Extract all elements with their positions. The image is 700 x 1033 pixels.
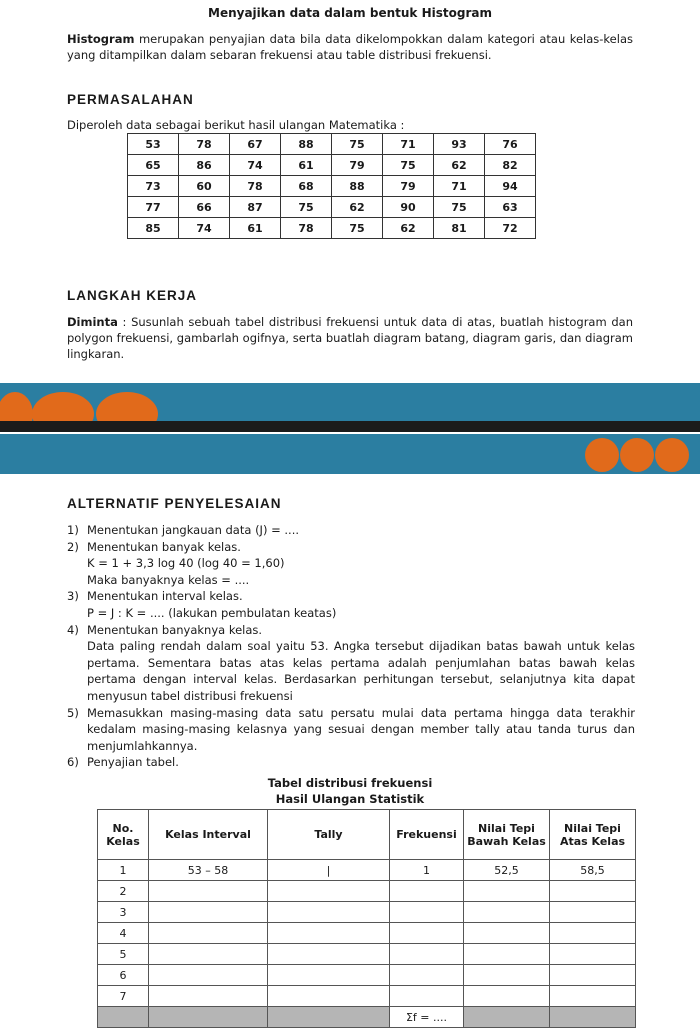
score-cell: 78: [281, 218, 332, 239]
score-cell: 63: [485, 197, 536, 218]
table-cell: [464, 986, 550, 1007]
table-row: [128, 176, 536, 197]
problem-text: Diperoleh data sebagai berikut hasil ulangan Matematika :: [67, 118, 405, 132]
score-cell: 76: [485, 134, 536, 155]
score-cell: 88: [281, 134, 332, 155]
table-row: [128, 197, 536, 218]
score-cell: 66: [179, 197, 230, 218]
table-cell: [268, 881, 390, 902]
step-item: [67, 705, 635, 755]
table-cell: 2: [98, 881, 149, 902]
score-cell: 73: [128, 176, 179, 197]
table-cell: 1: [390, 860, 464, 881]
table-row: [98, 902, 636, 923]
task-label: Diminta: [67, 315, 118, 329]
table-cell: [464, 881, 550, 902]
table-cell: [149, 1007, 268, 1028]
table-cell: 6: [98, 965, 149, 986]
score-cell: 78: [230, 176, 281, 197]
step-text: Penyajian tabel.: [87, 755, 179, 770]
step-text: Menentukan interval kelas.: [87, 589, 243, 604]
table-cell: [464, 944, 550, 965]
worksheet-page-2: [0, 432, 700, 1033]
step-item: [67, 572, 635, 589]
score-cell: 82: [485, 155, 536, 176]
column-header: Tally: [268, 810, 390, 860]
score-cell: 65: [128, 155, 179, 176]
steps-heading: LANGKAH KERJA: [67, 288, 198, 303]
frequency-table: [97, 809, 636, 1028]
score-cell: 71: [383, 134, 434, 155]
task-paragraph: [67, 314, 633, 362]
step-number: 4): [67, 622, 79, 637]
score-cell: 68: [281, 176, 332, 197]
score-cell: 75: [332, 134, 383, 155]
score-cell: 94: [485, 176, 536, 197]
table-row: [128, 218, 536, 239]
table-cell: [550, 944, 636, 965]
step-text: Memasukkan masing-masing data satu persatu mulai data pertama hingga data terakhir kedalam masing-masing kelasnya yang sesuai dengan member tally atau tanda turus dan menjumlahkannya.: [87, 705, 635, 753]
table-cell: 5: [98, 944, 149, 965]
table-row: [98, 965, 636, 986]
score-cell: 75: [434, 197, 485, 218]
table-cell: [464, 1007, 550, 1028]
score-cell: 78: [179, 134, 230, 155]
table-subtitle: Hasil Ulangan Statistik: [275, 792, 425, 806]
decorative-dot: [620, 438, 654, 472]
step-number: 5): [67, 705, 79, 720]
score-cell: 61: [281, 155, 332, 176]
step-number: 2): [67, 539, 79, 554]
score-cell: 81: [434, 218, 485, 239]
table-cell: [268, 902, 390, 923]
step-text: P = J : K = .... (lakukan pembulatan keatas): [87, 605, 337, 620]
step-text: Menentukan banyak kelas.: [87, 539, 241, 554]
table-cell: [268, 1007, 390, 1028]
table-cell: [464, 902, 550, 923]
step-item: [67, 522, 635, 539]
decorative-dot: [585, 438, 619, 472]
score-cell: 93: [434, 134, 485, 155]
score-cell: 62: [332, 197, 383, 218]
score-cell: 77: [128, 197, 179, 218]
table-cell: [390, 986, 464, 1007]
table-cell: 4: [98, 923, 149, 944]
score-cell: 75: [383, 155, 434, 176]
score-cell: 86: [179, 155, 230, 176]
score-cell: 88: [332, 176, 383, 197]
table-cell: [550, 881, 636, 902]
table-cell: |: [268, 860, 390, 881]
table-cell: [390, 965, 464, 986]
worksheet-page-1: [0, 0, 700, 425]
step-number: 3): [67, 589, 79, 604]
column-header: Nilai Tepi Bawah Kelas: [464, 810, 550, 860]
table-cell: [550, 923, 636, 944]
score-cell: 75: [281, 197, 332, 218]
score-cell: 71: [434, 176, 485, 197]
intro-definition: merupakan penyajian data bila data dikelompokkan dalam kategori atau kelas-kelas yang ditampilkan dalam sebaran frekuensi atau table distribusi frekuensi.: [67, 32, 633, 62]
table-cell: [149, 986, 268, 1007]
score-cell: 74: [230, 155, 281, 176]
table-row: [98, 986, 636, 1007]
table-cell: [390, 902, 464, 923]
step-text: Data paling rendah dalam soal yaitu 53. Angka tersebut dijadikan batas bawah untuk kelas pertama. Sementara batas atas kelas pertama adalah penjumlahan batas bawah kelas pertama dengan interval kelas. Berdasarkan perhitungan tersebut, selanjutnya kita dapat menyusun tabel distribusi frekuensi: [87, 639, 635, 703]
step-text: Menentukan jangkauan data (J) = ....: [87, 523, 300, 537]
score-cell: 62: [383, 218, 434, 239]
score-cell: 67: [230, 134, 281, 155]
column-header: Frekuensi: [390, 810, 464, 860]
column-header: Nilai Tepi Atas Kelas: [550, 810, 636, 860]
table-cell: [268, 986, 390, 1007]
table-cell: [390, 881, 464, 902]
score-cell: 90: [383, 197, 434, 218]
table-cell: 52,5: [464, 860, 550, 881]
step-item: [67, 754, 635, 771]
solution-steps: [67, 522, 635, 771]
score-cell: 61: [230, 218, 281, 239]
column-header: Kelas Interval: [149, 810, 268, 860]
score-cell: 79: [383, 176, 434, 197]
step-item: [67, 638, 635, 704]
table-cell: 7: [98, 986, 149, 1007]
table-cell: 1: [98, 860, 149, 881]
intro-paragraph: [67, 31, 633, 63]
score-cell: 60: [179, 176, 230, 197]
table-cell: [149, 881, 268, 902]
step-text: K = 1 + 3,3 log 40 (log 40 = 1,60): [87, 556, 285, 571]
table-cell: 3: [98, 902, 149, 923]
table-cell: [464, 923, 550, 944]
score-cell: 74: [179, 218, 230, 239]
page-title: Menyajikan data dalam bentuk Histogram: [208, 6, 492, 20]
step-number: 1): [67, 523, 79, 537]
table-row: [128, 155, 536, 176]
step-number: 6): [67, 755, 79, 770]
table-row: [98, 881, 636, 902]
score-table: [127, 133, 536, 239]
table-cell: [149, 902, 268, 923]
task-text: : Susunlah sebuah tabel distribusi frekuensi untuk data di atas, buatlah histogram dan polygon frekuensi, gambarlah ogifnya, serta buatlah diagram batang, diagram garis, dan diagram lingkaran.: [67, 315, 633, 361]
table-row: [98, 923, 636, 944]
step-item: [67, 539, 635, 556]
table-row: [128, 134, 536, 155]
table-cell: [550, 965, 636, 986]
problem-heading: PERMASALAHAN: [67, 92, 194, 107]
table-cell: [268, 944, 390, 965]
score-cell: 79: [332, 155, 383, 176]
table-cell: [149, 944, 268, 965]
table-cell: [149, 923, 268, 944]
table-cell: [550, 986, 636, 1007]
step-item: [67, 622, 635, 639]
table-title: Tabel distribusi frekuensi: [267, 776, 433, 790]
score-cell: 87: [230, 197, 281, 218]
score-cell: 53: [128, 134, 179, 155]
table-row: [98, 944, 636, 965]
table-cell: 58,5: [550, 860, 636, 881]
step-item: [67, 555, 635, 572]
frequency-sum: Σf = ....: [390, 1007, 464, 1028]
score-cell: 75: [332, 218, 383, 239]
decorative-dot: [655, 438, 689, 472]
table-cell: [390, 923, 464, 944]
step-item: [67, 605, 635, 622]
solution-heading: ALTERNATIF PENYELESAIAN: [67, 496, 282, 511]
intro-term: Histogram: [67, 32, 135, 46]
table-cell: [550, 902, 636, 923]
table-row: [98, 860, 636, 881]
table-cell: [268, 965, 390, 986]
step-item: [67, 588, 635, 605]
score-cell: 85: [128, 218, 179, 239]
step-text: Maka banyaknya kelas = ....: [87, 572, 250, 587]
table-cell: [464, 965, 550, 986]
table-cell: [98, 1007, 149, 1028]
step-text: Menentukan banyaknya kelas.: [87, 622, 263, 637]
score-cell: 62: [434, 155, 485, 176]
table-cell: [268, 923, 390, 944]
table-cell: [550, 1007, 636, 1028]
table-cell: 53 – 58: [149, 860, 268, 881]
score-cell: 72: [485, 218, 536, 239]
sum-row: [98, 1007, 636, 1028]
table-cell: [390, 944, 464, 965]
table-cell: [149, 965, 268, 986]
column-header: No. Kelas: [98, 810, 149, 860]
